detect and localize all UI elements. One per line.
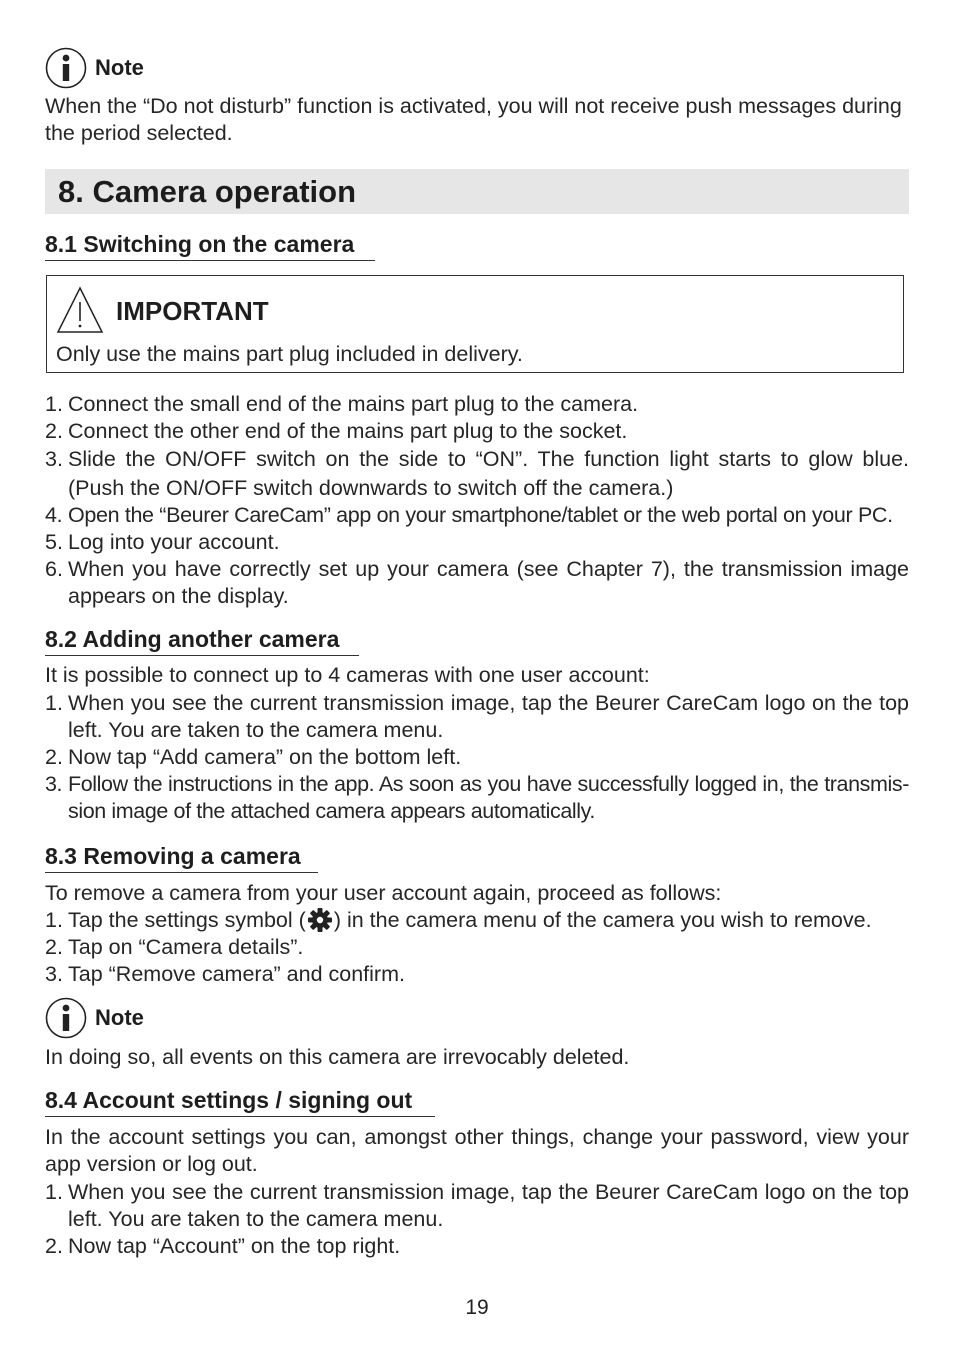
step-text: Connect the small end of the mains part plug to the camera. <box>68 392 639 416</box>
list-item <box>45 502 909 529</box>
note-text: In doing so, all events on this camera are irrevocably deleted. <box>45 1045 630 1069</box>
steps-8-1 <box>45 391 909 610</box>
step-number: 3. <box>45 772 63 796</box>
step-number: 3. <box>45 447 63 471</box>
list-item <box>45 445 909 502</box>
list-item <box>45 961 909 988</box>
list-item <box>45 907 909 934</box>
section-heading-8-2: 8.2 Adding another camera <box>45 625 359 656</box>
chapter-heading-bar <box>45 169 909 214</box>
step-text: When you see the current transmission image, tap the Beurer CareCam logo on the top left. You are taken to the camera menu. <box>68 1180 909 1231</box>
list-item <box>45 771 909 825</box>
list-item <box>45 934 909 961</box>
step-number: 4. <box>45 503 63 527</box>
step-text: Tap “Remove camera” and confirm. <box>68 962 405 986</box>
steps-8-3 <box>45 907 909 988</box>
note-header <box>45 997 144 1039</box>
step-text: Log into your account. <box>68 530 280 554</box>
step-text: Now tap “Add camera” on the bottom left. <box>68 745 462 769</box>
step-text: Connect the other end of the mains part plug to the socket. <box>68 419 628 443</box>
step-number: 2. <box>45 745 63 769</box>
step-text: Slide the ON/OFF switch on the side to “ON”. The function light starts to glow blue. (Push the ON/OFF switch downwards to switch off the camera.) <box>68 447 909 500</box>
gear-icon <box>307 907 333 933</box>
step-number: 1. <box>45 908 63 932</box>
section-intro: In the account settings you can, amongst other things, change your password, view your app version or log out. <box>45 1125 909 1176</box>
step-number: 2. <box>45 1234 63 1258</box>
list-item <box>45 1179 909 1233</box>
steps-8-2 <box>45 690 909 825</box>
steps-8-4 <box>45 1179 909 1260</box>
warning-icon <box>55 285 105 335</box>
step-text: When you see the current transmission image, tap the Beurer CareCam logo on the top left. You are taken to the camera menu. <box>68 691 909 742</box>
list-item <box>45 418 909 445</box>
step-number: 2. <box>45 419 63 443</box>
note-label: Note <box>95 55 144 80</box>
list-item <box>45 556 909 610</box>
list-item <box>45 690 909 744</box>
section-intro: To remove a camera from your user account again, proceed as follows: <box>45 881 722 905</box>
step-text: When you have correctly set up your camera (see Chapter 7), the transmission image appears on the display. <box>68 557 909 608</box>
step-number: 6. <box>45 557 63 581</box>
page-number: 19 <box>465 1296 489 1319</box>
list-item <box>45 1233 909 1260</box>
important-text: Only use the mains part plug included in delivery. <box>56 342 523 366</box>
step-text: Now tap “Account” on the top right. <box>68 1234 401 1258</box>
chapter-title: 8. Camera operation <box>58 174 357 209</box>
list-item <box>45 744 909 771</box>
step-text: Follow the instructions in the app. As soon as you have successfully logged in, the transmis-sion image of the attached camera appears automatically. <box>68 772 909 823</box>
info-icon <box>45 47 87 89</box>
note-label: Note <box>95 1005 144 1030</box>
note-header <box>45 47 144 89</box>
important-label: IMPORTANT <box>116 296 269 326</box>
section-heading-8-1: 8.1 Switching on the camera <box>45 230 375 261</box>
step-number: 3. <box>45 962 63 986</box>
step-text: Tap the settings symbol ( <box>68 908 306 932</box>
step-number: 1. <box>45 392 63 416</box>
step-number: 1. <box>45 1180 63 1204</box>
step-text: Open the “Beurer CareCam” app on your smartphone/tablet or the web portal on your PC. <box>68 503 893 527</box>
step-text: ) in the camera menu of the camera you wish to remove. <box>333 908 872 932</box>
step-number: 5. <box>45 530 63 554</box>
list-item <box>45 391 909 418</box>
step-number: 2. <box>45 935 63 959</box>
section-heading-8-3: 8.3 Removing a camera <box>45 842 318 873</box>
list-item <box>45 529 909 556</box>
info-icon <box>45 997 87 1039</box>
important-box <box>46 275 904 373</box>
section-intro: It is possible to connect up to 4 cameras with one user account: <box>45 663 650 687</box>
step-text: Tap on “Camera details”. <box>68 935 304 959</box>
note-text: When the “Do not disturb” function is activated, you will not receive push messages during the period selected. <box>45 94 902 145</box>
step-number: 1. <box>45 691 63 715</box>
section-heading-8-4: 8.4 Account settings / signing out <box>45 1086 435 1117</box>
